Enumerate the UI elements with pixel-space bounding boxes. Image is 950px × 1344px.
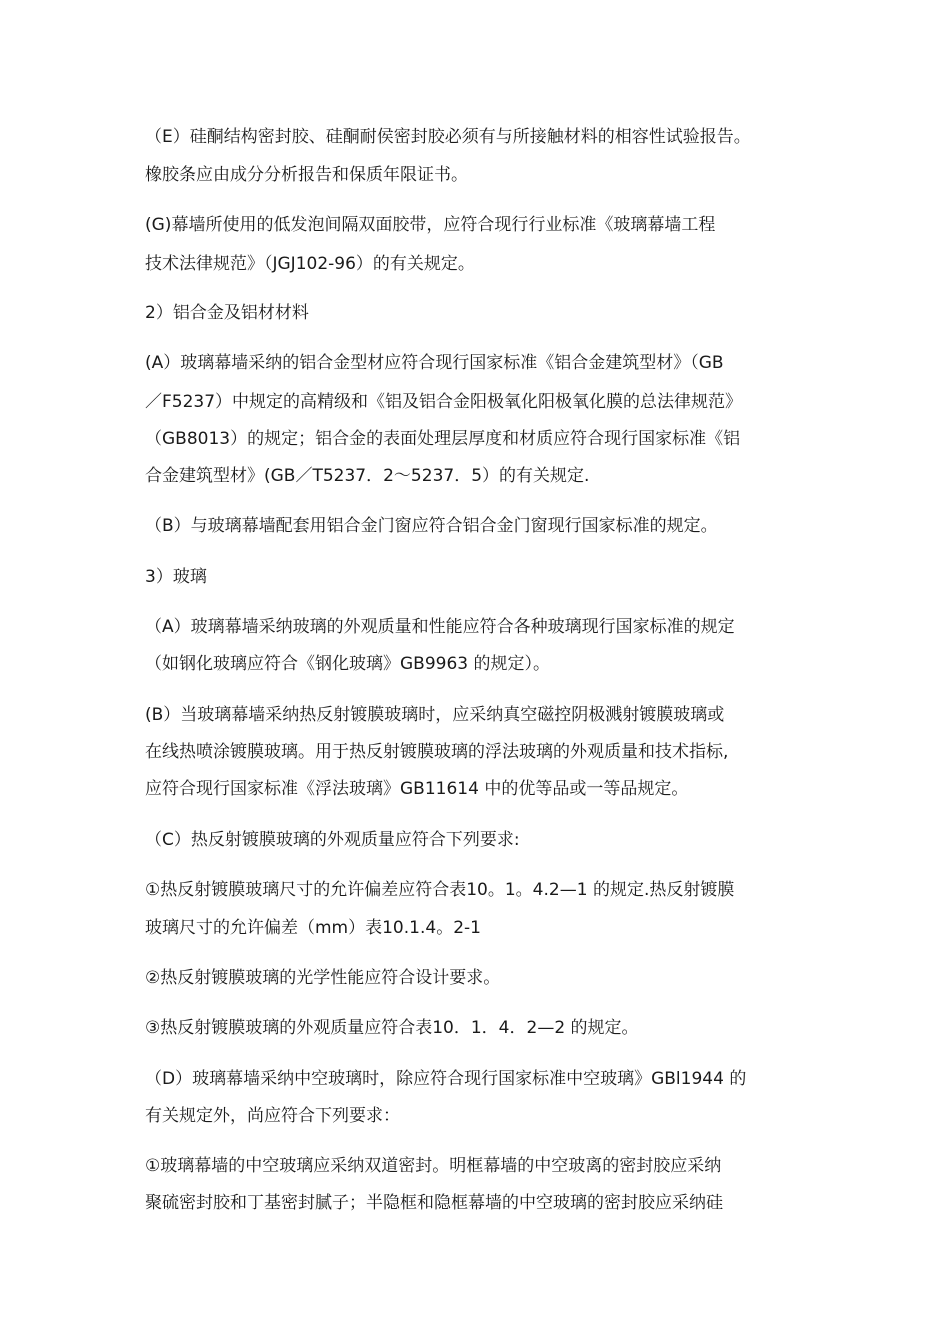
text-line: (B）当玻璃幕墙采纳热反射镀膜玻璃时，应采纳真空磁控阴极溅射镀膜玻璃或 — [145, 705, 725, 725]
text-line: 应符合现行国家标准《浮法玻璃》GB11614 中的优等品或一等品规定。 — [145, 779, 689, 799]
text-line: （B）与玻璃幕墙配套用铝合金门窗应符合铝合金门窗现行国家标准的规定。 — [145, 516, 718, 536]
text-line: 在线热喷涂镀膜玻璃。用于热反射镀膜玻璃的浮法玻璃的外观质量和技术指标, — [145, 742, 729, 762]
text-line: ／F5237）中规定的高精级和《铝及铝合金阳极氧化阳极氧化膜的总法律规范》 — [145, 392, 743, 412]
text-line: ①热反射镀膜玻璃尺寸的允许偏差应符合表10。1。4.2—1 的规定.热反射镀膜 — [145, 880, 735, 900]
text-line: （GB8013）的规定；铝合金的表面处理层厚度和材质应符合现行国家标准《铝 — [145, 429, 741, 449]
text-line: 技术法律规范》（JGJ102-96）的有关规定。 — [145, 254, 475, 274]
section-heading: 3）玻璃 — [145, 567, 207, 587]
text-line: 合金建筑型材》(GB／T5237．2～5237．5）的有关规定. — [145, 466, 590, 486]
text-line: (A）玻璃幕墙采纳的铝合金型材应符合现行国家标准《铝合金建筑型材》（GB — [145, 353, 724, 373]
text-line: ③热反射镀膜玻璃的外观质量应符合表10．1．4．2—2 的规定。 — [145, 1018, 639, 1038]
text-line: 玻璃尺寸的允许偏差（mm）表10.1.4。2-1 — [145, 918, 481, 938]
text-line: （E）硅酮结构密封胶、硅酮耐侯密封胶必须有与所接触材料的相容性试验报告。 — [145, 127, 751, 147]
text-line: （如钢化玻璃应符合《钢化玻璃》GB9963 的规定）。 — [145, 654, 551, 674]
text-line: ②热反射镀膜玻璃的光学性能应符合设计要求。 — [145, 968, 501, 988]
text-line: (G)幕墙所使用的低发泡间隔双面胶带，应符合现行行业标准《玻璃幕墙工程 — [145, 215, 716, 235]
text-line: 橡胶条应由成分分析报告和保质年限证书。 — [145, 165, 468, 185]
text-line: （A）玻璃幕墙采纳玻璃的外观质量和性能应符合各种玻璃现行国家标准的规定 — [145, 617, 735, 637]
text-line: （D）玻璃幕墙采纳中空玻璃时，除应符合现行国家标准中空玻璃》GBl1944 的 — [145, 1069, 747, 1089]
text-line: 聚硫密封胶和丁基密封腻子；半隐框和隐框幕墙的中空玻璃的密封胶应采纳硅 — [145, 1193, 723, 1213]
text-line: ①玻璃幕墙的中空玻璃应采纳双道密封。明框幕墙的中空玻离的密封胶应采纳 — [145, 1156, 722, 1176]
text-line: （C）热反射镀膜玻璃的外观质量应符合下列要求: — [145, 830, 520, 850]
text-line: 有关规定外，尚应符合下列要求： — [145, 1106, 400, 1126]
section-heading: 2）铝合金及铝材材料 — [145, 303, 309, 323]
